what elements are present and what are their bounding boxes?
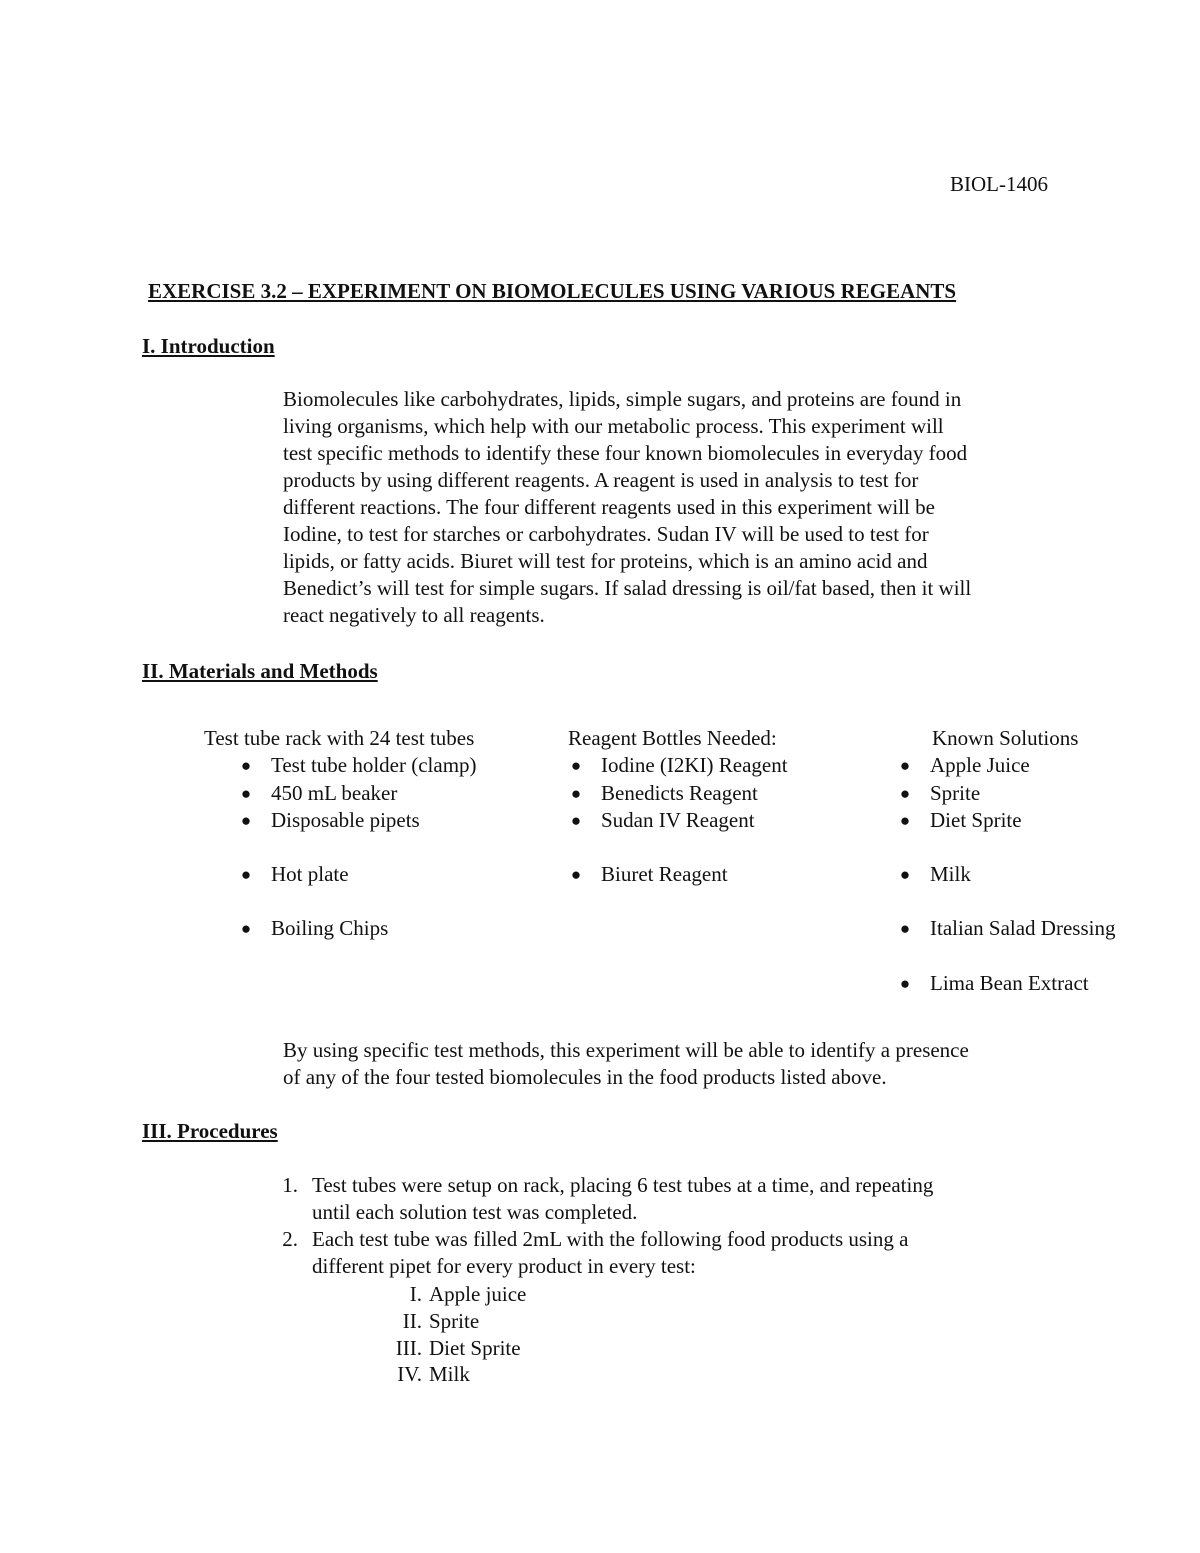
section-heading-materials: II. Materials and Methods: [142, 659, 378, 683]
step-number: 2.: [282, 1227, 298, 1251]
section-heading-introduction: I. Introduction: [142, 334, 275, 358]
bullet-icon: ●: [240, 811, 252, 830]
bullet-icon: ●: [899, 974, 911, 993]
text-line: By using specific test methods, this experiment will be able to identify a presence: [283, 1038, 969, 1062]
text-line: Biomolecules like carbohydrates, lipids, simple sugars, and proteins are found in: [283, 387, 962, 411]
bullet-icon: ●: [570, 756, 582, 775]
text-line: living organisms, which help with our metabolic process. This experiment will: [283, 414, 944, 438]
bullet-icon: ●: [240, 865, 252, 884]
bullet-icon: ●: [899, 811, 911, 830]
text-line: different pipet for every product in every test:: [312, 1254, 696, 1278]
step-number: 1.: [282, 1173, 298, 1197]
text-line: Test tubes were setup on rack, placing 6 test tubes at a time, and repeating: [312, 1173, 934, 1197]
bullet-icon: ●: [899, 784, 911, 803]
bullet-icon: ●: [899, 756, 911, 775]
bullet-icon: ●: [899, 919, 911, 938]
text-line: react negatively to all reagents.: [283, 603, 545, 627]
text-line: Each test tube was filled 2mL with the following food products using a: [312, 1227, 909, 1251]
text-line: Iodine, to test for starches or carbohydrates. Sudan IV will be used to test for: [283, 522, 929, 546]
sub-list-item: III. Diet Sprite: [332, 1335, 632, 1362]
sub-list-item: I. Apple juice: [332, 1281, 632, 1308]
bullet-icon: ●: [570, 865, 582, 884]
bullet-icon: ●: [899, 865, 911, 884]
course-code: BIOL-1406: [950, 172, 1048, 196]
bullet-icon: ●: [240, 756, 252, 775]
bullet-icon: ●: [240, 919, 252, 938]
materials-column-title: Reagent Bottles Needed:: [568, 726, 777, 750]
roman-numeral: II.: [402, 1309, 422, 1333]
materials-column-title: Known Solutions: [932, 726, 1079, 750]
document-title: EXERCISE 3.2 – EXPERIMENT ON BIOMOLECULES USING VARIOUS REGEANTS: [148, 279, 957, 303]
bullet-icon: ●: [570, 784, 582, 803]
bullet-icon: ●: [570, 811, 582, 830]
text-line: until each solution test was completed.: [312, 1200, 638, 1224]
procedure-step: [276, 1226, 1036, 1280]
sub-list-item: II. Sprite: [332, 1308, 632, 1335]
roman-numeral: III.: [395, 1336, 422, 1360]
roman-numeral: IV.: [397, 1362, 422, 1386]
text-line: different reactions. The four different reagents used in this experiment will be: [283, 495, 935, 519]
section-heading-procedures: III. Procedures: [142, 1119, 278, 1143]
text-line: products by using different reagents. A reagent is used in analysis to test for: [283, 468, 919, 492]
introduction-paragraph: [283, 386, 1083, 629]
text-line: of any of the four tested biomolecules in the food products listed above.: [283, 1065, 887, 1089]
materials-summary-paragraph: [283, 1037, 1083, 1091]
document-page: BIOL-1406 EXERCISE 3.2 – EXPERIMENT ON BIOMOLECULES USING VARIOUS REGEANTS I. Introduction Biomolecules like carbohydrates, lipids, simple sugars, and proteins are found in living organisms, which help with our metabolic process. This experiment will test specific methods to identify these four known biomolecules in everyday food products by using different reagents. A reagent is used in analysis to test for different reactions. The four different reagents used in this experiment will be Iodine, to test for starches or carbohydrates. Sudan IV will be used to test for lipids, or fatty acids. Biuret will test for proteins, which is an amino acid and Benedict’s will test for simple sugars. If salad dressing is oil/fat based, then it will react negatively to all reagents. II. Materials and Methods Test tube rack with 24 test tubes ● Test tube holder (clamp) ● 450 mL beaker ● Disposable pipets ● Hot plate ● Boiling Chips Reagent Bottles Needed: ● Iodine (I2KI) Reagent ● Benedicts Reagent ● Sudan IV Reagent ● Biuret Reagent Known Solutions ● Apple Juice ● Sprite ● Diet Sprite ● Milk ● Italian Salad Dressing ● Lima Bean Extract By using specific test methods, this experiment will be able to identify a presence of any of the four tested biomolecules in the food products listed above. III. Procedures 1. Test tubes were setup on rack, placing 6 test tubes at a time, and repeating until each solution test was completed. 2. Each test tube was filled 2mL with the following food products using a different pipet for every product in every test: I. Apple juice II. Sprite III. Diet Sprite IV. Milk: [142, 172, 1116, 1386]
roman-numeral: I.: [409, 1282, 422, 1306]
sub-list-item: IV. Milk: [332, 1361, 632, 1388]
text-line: test specific methods to identify these four known biomolecules in everyday food: [283, 441, 968, 465]
procedure-step: [276, 1172, 1036, 1226]
bullet-icon: ●: [240, 784, 252, 803]
text-line: lipids, or fatty acids. Biuret will test for proteins, which is an amino acid and: [283, 549, 928, 573]
text-line: Benedict’s will test for simple sugars. If salad dressing is oil/fat based, then it will: [283, 576, 972, 600]
materials-column-title: Test tube rack with 24 test tubes: [204, 726, 475, 750]
